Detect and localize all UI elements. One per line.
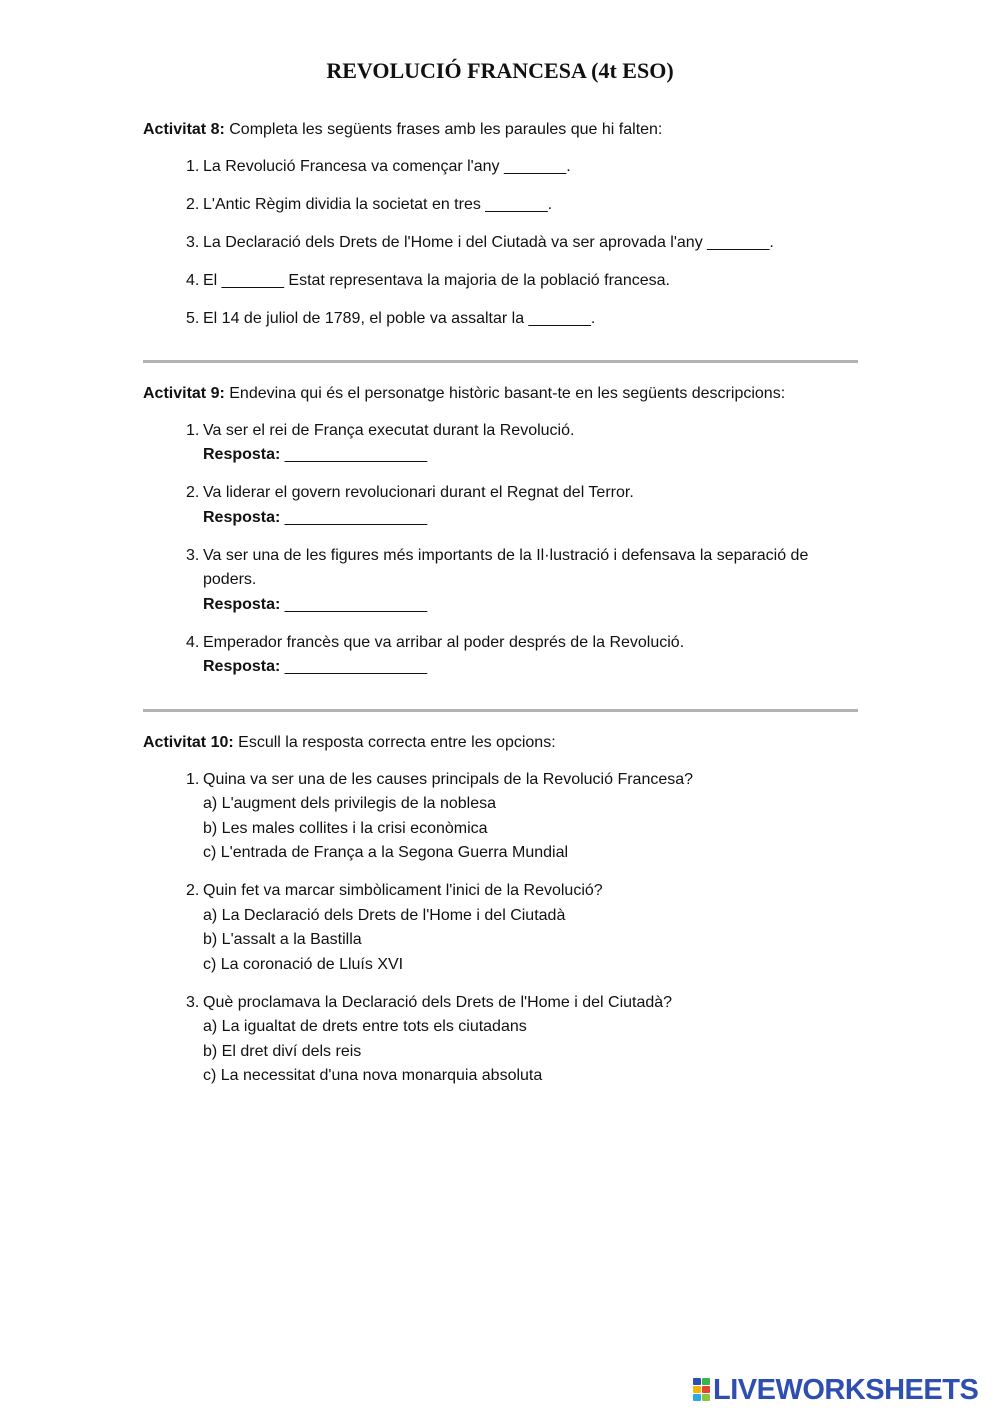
answer-label: Resposta:: [203, 658, 281, 675]
item-number: 4.: [186, 633, 200, 651]
answer-label: Resposta:: [203, 595, 281, 613]
answer-option[interactable]: c) L'entrada de França a la Segona Guerra Mundial: [203, 844, 569, 861]
list-item: [143, 991, 858, 1089]
activity-9-label: Activitat 9:: [143, 385, 225, 402]
answer-label: Resposta:: [203, 508, 281, 526]
item-text: El 14 de juliol de 1789, el poble va assaltar la _______.: [203, 309, 596, 327]
answer-option[interactable]: c) La necessitat d'una nova monarquia absoluta: [203, 1067, 543, 1084]
list-item: [143, 231, 858, 256]
item-text: Va ser el rei de França executat durant la Revolució.: [203, 421, 575, 439]
answer-option[interactable]: b) El dret diví dels reis: [203, 1042, 362, 1060]
list-item: [143, 481, 858, 530]
answer-input[interactable]: ________________: [280, 595, 428, 613]
activity-10-instruction: Escull la resposta correcta entre les opcions:: [233, 734, 556, 751]
answer-option[interactable]: b) Les males collites i la crisi econòmica: [203, 819, 488, 837]
item-text: Va liderar el govern revolucionari durant el Regnat del Terror.: [203, 484, 634, 501]
item-number: 2.: [186, 195, 200, 213]
item-text: Què proclamava la Declaració dels Drets de l'Home i del Ciutadà?: [203, 993, 673, 1011]
liveworksheets-logo[interactable]: [693, 1373, 979, 1406]
list-item: [143, 269, 858, 294]
answer-line: [203, 655, 858, 680]
answer-line: [203, 593, 858, 618]
item-text: Emperador francès que va arribar al poder després de la Revolució.: [203, 633, 685, 651]
activity-8-instruction: Completa les següents frases amb les paraules que hi falten:: [224, 121, 663, 138]
page-title: REVOLUCIÓ FRANCESA (4t ESO): [326, 58, 674, 83]
item-number: 5.: [186, 309, 200, 327]
answer-option[interactable]: a) La Declaració dels Drets de l'Home i del Ciutadà: [203, 906, 566, 924]
logo-text: LIVEWORKSHEETS: [713, 1373, 979, 1406]
answer-option[interactable]: a) La igualtat de drets entre tots els ciutadans: [203, 1018, 527, 1035]
activity-10-section: [143, 731, 858, 1102]
activity-8-list: [143, 155, 858, 332]
activity-9-section: [143, 382, 858, 693]
item-number: 1.: [186, 157, 200, 175]
activity-10-list: [143, 768, 858, 1089]
item-number: 3.: [186, 233, 200, 251]
activity-8-intro: [143, 118, 858, 143]
item-number: 2.: [186, 882, 200, 899]
item-text: L'Antic Règim dividia la societat en tres _______.: [203, 195, 553, 213]
item-text: Quina va ser una de les causes principals de la Revolució Francesa?: [203, 770, 694, 788]
list-item: [143, 307, 858, 332]
item-number: 2.: [186, 484, 200, 501]
activity-9-list: [143, 419, 858, 680]
item-text: Quin fet va marcar simbòlicament l'inici de la Revolució?: [203, 882, 603, 899]
answer-option[interactable]: c) La coronació de Lluís XVI: [203, 955, 404, 973]
activity-8-label: Activitat 8:: [143, 121, 225, 138]
list-item: [143, 544, 858, 618]
answer-option[interactable]: a) L'augment dels privilegis de la noblesa: [203, 795, 497, 812]
answer-label: Resposta:: [203, 446, 281, 463]
item-number: 1.: [186, 770, 200, 788]
answer-input[interactable]: ________________: [280, 446, 428, 463]
item-text: La Declaració dels Drets de l'Home i del Ciutadà va ser aprovada l'any _______.: [203, 233, 774, 251]
item-text: La Revolució Francesa va començar l'any _______.: [203, 157, 571, 175]
activity-8-section: [143, 118, 858, 345]
activity-10-intro: [143, 731, 858, 756]
answer-line: [203, 506, 858, 531]
answer-option[interactable]: b) L'assalt a la Bastilla: [203, 931, 362, 948]
section-divider: [143, 360, 858, 363]
item-number: 4.: [186, 271, 200, 289]
activity-10-label: Activitat 10:: [143, 734, 234, 751]
item-number: 3.: [186, 546, 200, 564]
list-item: [143, 419, 858, 468]
list-item: [143, 768, 858, 866]
list-item: [143, 193, 858, 218]
answer-input[interactable]: ________________: [280, 508, 428, 526]
item-text: El _______ Estat representava la majoria de la població francesa.: [203, 271, 670, 289]
liveworksheets-logo-icon: [693, 1378, 711, 1402]
answer-input[interactable]: ________________: [280, 658, 428, 675]
list-item: [143, 631, 858, 680]
list-item: [143, 155, 858, 180]
activity-9-intro: [143, 382, 858, 407]
item-number: 3.: [186, 993, 200, 1011]
activity-9-instruction: Endevina qui és el personatge històric basant-te en les següents descripcions:: [224, 385, 786, 402]
answer-line: [203, 443, 858, 468]
list-item: [143, 879, 858, 977]
item-text: Va ser una de les figures més importants de la Il·lustració i defensava la separació de poders.: [203, 546, 809, 588]
item-number: 1.: [186, 421, 200, 439]
section-divider: [143, 709, 858, 712]
